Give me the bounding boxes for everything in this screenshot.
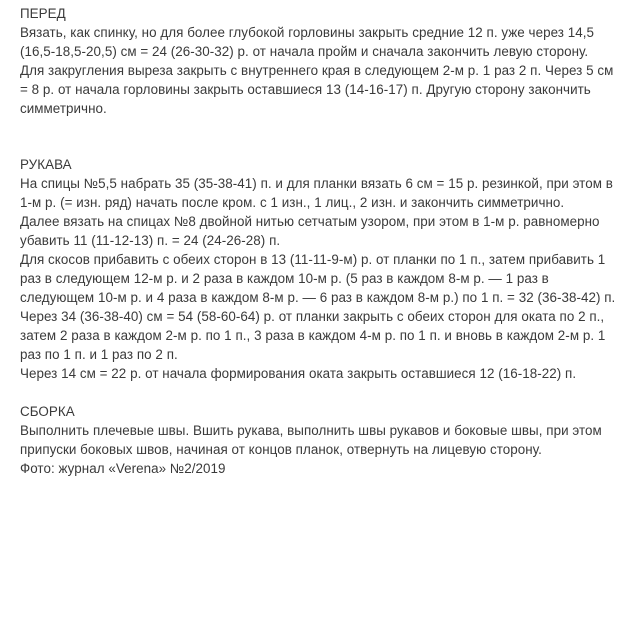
front-paragraph-1: Вязать, как спинку, но для более глубокой горловины закрыть средние 12 п. уже через 14,5 (16,5-18,5-20,5) см = 24 (26-30-32) р. от начала пройм и сначала закончить левую сторону. [20,25,595,59]
assembly-paragraph-1: Выполнить плечевые швы. Вшить рукава, выполнить швы рукавов и боковые швы, при этом припуски боковых швов, начиная от концов планок, отвернуть на лицевую сторону. [20,423,602,457]
section-spacer [20,137,620,155]
sleeves-paragraph-3: Для скосов прибавить с обеих сторон в 13 (11-11-9-м) р. от планки по 1 п., затем прибавить 1 раз в следующем 12-м р. и 2 раза в каждом 10-м р. (5 раз в каждом 8-м р. — 1 раз в следующем 10-м р. и 4 раза в каждом 8-м р. — 6 раз в каждом 8-м р.) по 1 п. = 32 (36-38-42) п. [20,252,616,305]
assembly-heading: СБОРКА [20,404,75,419]
section-spacer [20,383,620,402]
front-heading: ПЕРЕД [20,6,66,21]
sleeves-paragraph-5: Через 14 см = 22 р. от начала формирования оката закрыть оставшиеся 12 (16-18-22) п. [20,366,577,381]
sleeves-paragraph-4: Через 34 (36-38-40) см = 54 (58-60-64) р. от планки закрыть с обеих сторон для оката по 2 п., затем 2 раза в каждом 2-м р. по 1 п., 3 раза в каждом 4-м р. по 1 п. и вновь в каждом 2-м р. 1 раз по 1 п. и 1 раз по 2 п. [20,309,606,362]
front-paragraph-2: Для закругления выреза закрыть с внутреннего края в следующем 2-м р. 1 раз 2 п. Через 5 см = 8 р. от начала горловины закрыть оставшиеся 13 (14-16-17) п. Другую сторону закончить симметрично. [20,63,614,116]
sleeves-paragraph-1: На спицы №5,5 набрать 35 (35-38-41) п. и для планки вязать 6 см = 15 р. резинкой, при этом в 1-м р. (= изн. ряд) начать после кром. с 1 изн., 1 лиц., 2 изн. и закончить симметрично. [20,176,613,210]
photo-credit: Фото: журнал «Verena» №2/2019 [20,461,226,476]
sleeves-heading: РУКАВА [20,157,72,172]
section-spacer [20,118,620,137]
sleeves-paragraph-2: Далее вязать на спицах №8 двойной нитью сетчатым узором, при этом в 1-м р. равномерно убавить 11 (11-12-13) п. = 24 (24-26-28) п. [20,214,600,248]
document-body [20,4,620,478]
